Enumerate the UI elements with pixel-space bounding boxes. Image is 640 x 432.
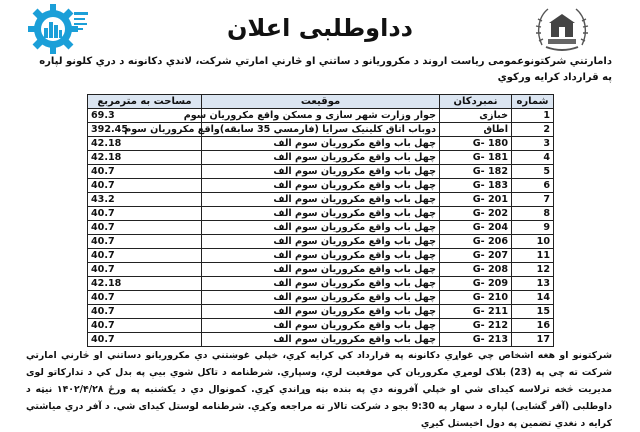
cell-area: 40.7 bbox=[88, 165, 202, 179]
cell-area: 40.7 bbox=[88, 207, 202, 221]
cell-location: چهل باب واقع مکروریان سوم الف bbox=[202, 305, 440, 319]
cell-row-number: 4 bbox=[512, 151, 554, 165]
cell-area: 42.18 bbox=[88, 137, 202, 151]
cell-area: 40.7 bbox=[88, 333, 202, 347]
cell-shop-id: G- 213 bbox=[440, 333, 512, 347]
page-title: دداوطلبی اعلان bbox=[227, 14, 413, 42]
table-row bbox=[88, 165, 554, 179]
cell-location: چهل باب واقع مکروریان سوم الف bbox=[202, 235, 440, 249]
cell-area: 40.7 bbox=[88, 319, 202, 333]
cell-area: 40.7 bbox=[88, 249, 202, 263]
table-row bbox=[88, 109, 554, 123]
cell-area: 40.7 bbox=[88, 179, 202, 193]
cell-area: 40.7 bbox=[88, 235, 202, 249]
table-row bbox=[88, 291, 554, 305]
announcement-footer: شرکتونو او هغه اشخاص چي غواړي دکانونه په قرارداد کي کرایه کړي، خپلي غوښتني دي مکروریانو دساتني او څارني امارتي شرکت ته چي په (23) بلاک لومړي مکروریان کي موقعیت لري، وسپاري. شرطنامه د تاکل شوي بیې په بدل کي د تدارکاتو لوی مدیریت څخه ترلاسه کیدای شي او خپلي آفرونه دي په بنده بڼه وړاندي کړي. کمونوال دي د یکشنبه په ورځ ۱۴۰۲/۴/۲۸ نیټه د داوطلبی (آفر گشایی) لپاره د سهار په 9:30 بجو د شرکت تالار ته مراجعه وکړي. شرطنامه لوستل کیدای شي. د آفر دري میاشتي کرایه د نغدي تضمین په دول اخیستل کیږي bbox=[26, 350, 613, 429]
table-row bbox=[88, 151, 554, 165]
cell-location: دوباب اتاق کلینیک سرایا (فارمسي 35 سابقه)واقع مکروریان سوم bbox=[202, 123, 440, 137]
table-row bbox=[88, 277, 554, 291]
cell-shop-id: G- 209 bbox=[440, 277, 512, 291]
cell-area: 69.3 bbox=[88, 109, 202, 123]
cell-location: جوار وزارت شهر سازی و مسکن واقع مکروریان سوم bbox=[202, 109, 440, 123]
cell-location: چهل باب واقع مکروریان سوم الف bbox=[202, 179, 440, 193]
header-location: موقیعت bbox=[202, 95, 440, 109]
table-row bbox=[88, 333, 554, 347]
cell-location: چهل باب واقع مکروریان سوم الف bbox=[202, 319, 440, 333]
cell-row-number: 16 bbox=[512, 319, 554, 333]
table-row bbox=[88, 123, 554, 137]
cell-row-number: 9 bbox=[512, 221, 554, 235]
cell-row-number: 13 bbox=[512, 277, 554, 291]
cell-location: چهل باب واقع مکروریان سوم الف bbox=[202, 137, 440, 151]
cell-area: 42.18 bbox=[88, 277, 202, 291]
cell-shop-id: G- 211 bbox=[440, 305, 512, 319]
cell-area: 392.45 bbox=[88, 123, 202, 137]
cell-row-number: 7 bbox=[512, 193, 554, 207]
table-row bbox=[88, 193, 554, 207]
cell-location: چهل باب واقع مکروریان سوم الف bbox=[202, 221, 440, 235]
announcement-header bbox=[0, 0, 640, 56]
cell-location: چهل باب واقع مکروریان سوم الف bbox=[202, 291, 440, 305]
table-body bbox=[88, 109, 554, 347]
cell-row-number: 3 bbox=[512, 137, 554, 151]
table-row bbox=[88, 305, 554, 319]
cell-row-number: 17 bbox=[512, 333, 554, 347]
cell-shop-id: G- 202 bbox=[440, 207, 512, 221]
cell-row-number: 14 bbox=[512, 291, 554, 305]
cell-area: 40.7 bbox=[88, 263, 202, 277]
cell-location: چهل باب واقع مکروریان سوم الف bbox=[202, 249, 440, 263]
cell-shop-id: G- 206 bbox=[440, 235, 512, 249]
table-row bbox=[88, 235, 554, 249]
cell-shop-id: G- 212 bbox=[440, 319, 512, 333]
cell-shop-id: G- 208 bbox=[440, 263, 512, 277]
cell-row-number: 2 bbox=[512, 123, 554, 137]
cell-shop-id: G- 182 bbox=[440, 165, 512, 179]
header-row-number: شماره bbox=[512, 95, 554, 109]
cell-row-number: 1 bbox=[512, 109, 554, 123]
header-shop-id: نمبردکان bbox=[440, 95, 512, 109]
table-row bbox=[88, 319, 554, 333]
cell-shop-id: G- 183 bbox=[440, 179, 512, 193]
cell-row-number: 12 bbox=[512, 263, 554, 277]
table-row bbox=[88, 179, 554, 193]
table-row bbox=[88, 207, 554, 221]
cell-area: 42.18 bbox=[88, 151, 202, 165]
cell-shop-id: G- 180 bbox=[440, 137, 512, 151]
cell-location: چهل باب واقع مکروریان سوم الف bbox=[202, 193, 440, 207]
state-emblem-icon bbox=[534, 3, 590, 55]
table-row bbox=[88, 249, 554, 263]
cell-shop-id: G- 204 bbox=[440, 221, 512, 235]
cell-location: چهل باب واقع مکروریان سوم الف bbox=[202, 165, 440, 179]
table-header-row bbox=[88, 95, 554, 109]
cell-row-number: 6 bbox=[512, 179, 554, 193]
table-row bbox=[88, 221, 554, 235]
cell-area: 40.7 bbox=[88, 291, 202, 305]
cell-row-number: 5 bbox=[512, 165, 554, 179]
cell-location: چهل باب واقع مکروریان سوم الف bbox=[202, 277, 440, 291]
cell-location: چهل باب واقع مکروریان سوم الف bbox=[202, 151, 440, 165]
cell-row-number: 11 bbox=[512, 249, 554, 263]
cell-shop-id: اطاق bbox=[440, 123, 512, 137]
table-row bbox=[88, 263, 554, 277]
shops-table bbox=[87, 94, 554, 347]
cell-row-number: 15 bbox=[512, 305, 554, 319]
cell-shop-id: G- 210 bbox=[440, 291, 512, 305]
cell-area: 40.7 bbox=[88, 305, 202, 319]
table-row bbox=[88, 137, 554, 151]
cell-shop-id: خبازی bbox=[440, 109, 512, 123]
cell-row-number: 10 bbox=[512, 235, 554, 249]
cell-area: 40.7 bbox=[88, 221, 202, 235]
cell-shop-id: G- 201 bbox=[440, 193, 512, 207]
announcement-intro: دامارتني شرکتونوعمومی ریاست اروند د مکروریانو د ساتني او څارني امارتي شرکت، لاندي دکانونه د دري کلونو لپاره په قرارداد کرایه ورکوي bbox=[39, 56, 612, 83]
cell-shop-id: G- 181 bbox=[440, 151, 512, 165]
cell-shop-id: G- 207 bbox=[440, 249, 512, 263]
cell-location: چهل باب واقع مکروریان سوم الف bbox=[202, 207, 440, 221]
cell-location: چهل باب واقع مکروریان سوم الف bbox=[202, 333, 440, 347]
cell-area: 43.2 bbox=[88, 193, 202, 207]
header-area: مساحت به مترمربع bbox=[88, 95, 202, 109]
cell-row-number: 8 bbox=[512, 207, 554, 221]
cell-location: چهل باب واقع مکروریان سوم الف bbox=[202, 263, 440, 277]
